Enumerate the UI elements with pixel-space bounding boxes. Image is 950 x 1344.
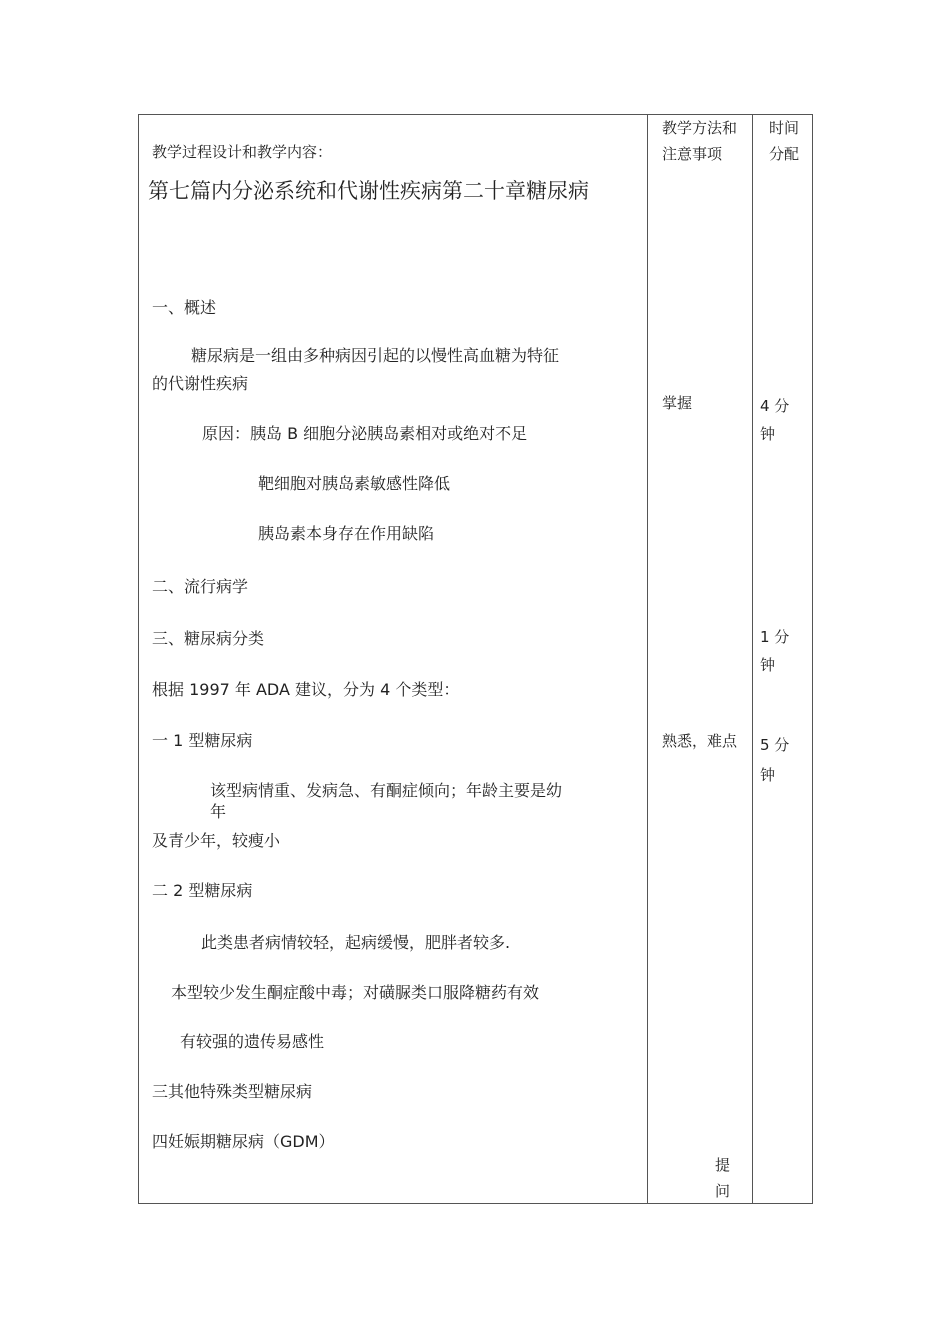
definition-line-1: 糖尿病是一组由多种病因引起的以慢性高血糖为特征 xyxy=(191,346,560,365)
section-2-heading: 二、流行病学 xyxy=(152,577,249,596)
intro-label: 教学过程设计和教学内容： xyxy=(152,143,333,161)
section-1-heading: 一、概述 xyxy=(152,298,217,317)
type-1-heading: 一 1 型糖尿病 xyxy=(152,731,253,750)
time-allocation-3-line1: 5 分 xyxy=(760,736,790,754)
column-divider-method xyxy=(647,114,648,1204)
type-1-desc-line-1b: 年 xyxy=(210,802,227,821)
page-title: 第七篇内分泌系统和代谢性疾病第二十章糖尿病 xyxy=(148,179,589,203)
classification-intro: 根据 1997 年 ADA 建议，分为 4 个类型： xyxy=(152,680,460,699)
method-note-2: 熟悉，难点 xyxy=(662,732,738,750)
time-column-header-line2: 分配 xyxy=(769,145,800,163)
type-1-desc-line-2: 及青少年，较瘦小 xyxy=(152,831,281,850)
time-allocation-3-line2: 钟 xyxy=(760,766,776,784)
type-1-desc-line-1: 该型病情重、发病急、有酮症倾向；年龄主要是幼 xyxy=(210,781,563,800)
cause-line-1: 原因：胰岛 B 细胞分泌胰岛素相对或绝对不足 xyxy=(202,424,528,443)
definition-line-2: 的代谢性疾病 xyxy=(152,374,249,393)
time-allocation-1-line1: 4 分 xyxy=(760,397,790,415)
column-divider-time xyxy=(752,114,753,1204)
method-note-3-line2: 问 xyxy=(715,1182,731,1200)
method-column-header-line2: 注意事项 xyxy=(662,145,723,163)
type-4-heading: 四妊娠期糖尿病（GDM） xyxy=(152,1132,335,1151)
method-column-header-line1: 教学方法和 xyxy=(662,119,738,137)
type-2-desc-line-1: 此类患者病情较轻，起病缓慢，肥胖者较多. xyxy=(201,933,511,952)
type-2-heading: 二 2 型糖尿病 xyxy=(152,881,253,900)
type-3-heading: 三其他特殊类型糖尿病 xyxy=(152,1082,313,1101)
time-allocation-1-line2: 钟 xyxy=(760,425,776,443)
section-3-heading: 三、糖尿病分类 xyxy=(152,629,265,648)
cause-line-3: 胰岛素本身存在作用缺陷 xyxy=(258,524,435,543)
cause-line-2: 靶细胞对胰岛素敏感性降低 xyxy=(258,474,451,493)
time-allocation-2-line1: 1 分 xyxy=(760,628,790,646)
method-note-3-line1: 提 xyxy=(715,1156,731,1174)
time-allocation-2-line2: 钟 xyxy=(760,656,776,674)
method-note-1: 掌握 xyxy=(662,394,693,412)
type-2-desc-line-3: 有较强的遗传易感性 xyxy=(180,1032,325,1051)
type-2-desc-line-2: 本型较少发生酮症酸中毒；对磺脲类口服降糖药有效 xyxy=(171,983,540,1002)
time-column-header-line1: 时间 xyxy=(769,119,800,137)
